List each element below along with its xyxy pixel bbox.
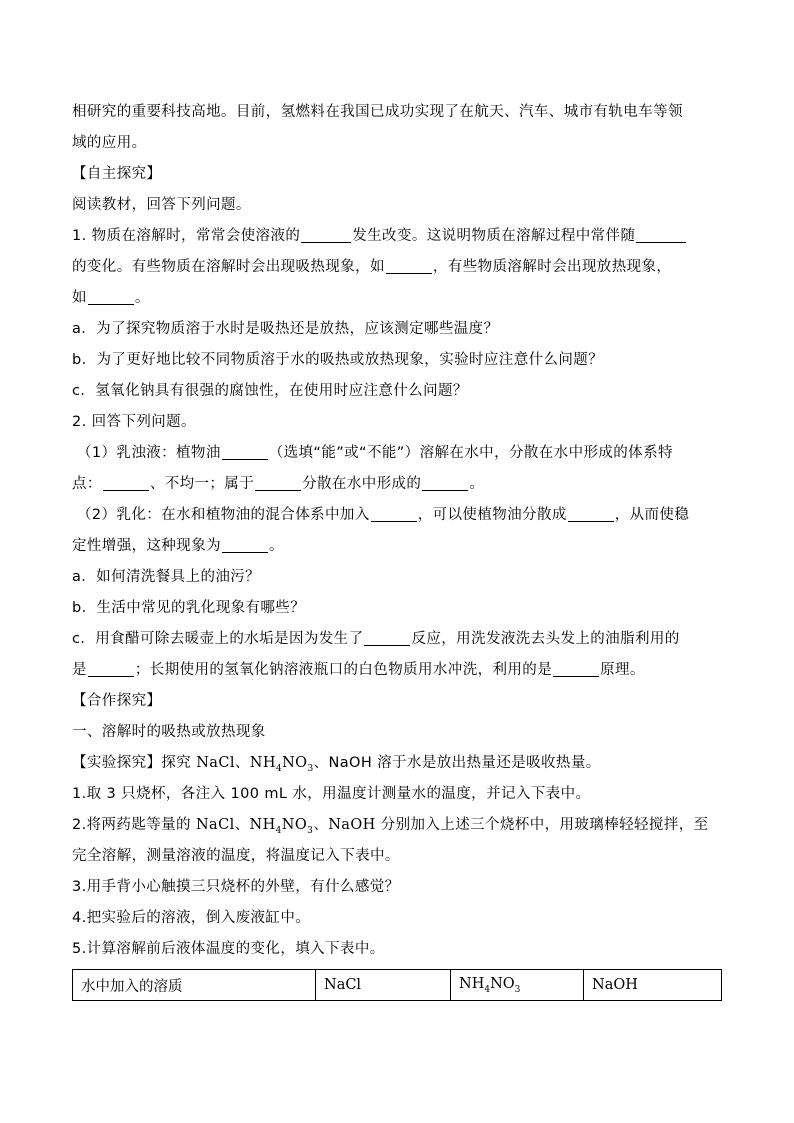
fill-blank[interactable] — [386, 257, 432, 274]
question-2a: a．如何清洗餐具上的油污？ — [72, 569, 261, 585]
fill-blank[interactable] — [88, 660, 134, 677]
fill-blank[interactable] — [301, 226, 351, 243]
section-heading-self-study: 【自主探究】 — [72, 166, 162, 182]
question-2-1-line-2: 点： 、不均一；属于 分散在水中形成的 。 — [72, 476, 485, 492]
fill-blank[interactable] — [636, 226, 686, 243]
question-2c-line-1: c．用食醋可除去暖壶上的水垢是因为发生了 反应，用洗发液洗去头发上的油脂利用的 — [72, 631, 680, 647]
fill-blank[interactable] — [553, 660, 599, 677]
document-body — [72, 97, 724, 965]
table-header-cell: $NH_4NO_3$ — [451, 970, 584, 1001]
question-2-2-line-1: （2）乳化：在水和植物油的混合体系中加入 ，可以使植物油分散成 ，从而使稳 — [77, 507, 690, 523]
step-3: 3.用手背小心触摸三只烧杯的外壁，有什么感觉？ — [72, 879, 400, 895]
question-1b: b．为了更好地比较不同物质溶于水的吸热或放热现象，实验时应注意什么问题？ — [72, 352, 604, 368]
question-2c-line-2: 是 ；长期使用的氢氧化钠溶液瓶口的白色物质用水冲洗，利用的是 原理。 — [72, 662, 645, 678]
subsection-heading: 一、溶解时的吸热或放热现象 — [72, 724, 266, 740]
step-5: 5.计算溶解前后液体温度的变化，填入下表中。 — [72, 941, 385, 957]
fill-blank[interactable] — [222, 536, 268, 553]
fill-blank[interactable] — [222, 443, 268, 460]
question-2-heading: 2. 回答下列问题。 — [72, 414, 196, 430]
question-2b: b．生活中常见的乳化现象有哪些？ — [72, 600, 306, 616]
fill-blank[interactable] — [255, 474, 301, 491]
fill-blank[interactable] — [422, 474, 468, 491]
table-header-cell: NaCl — [316, 970, 451, 1001]
fill-blank[interactable] — [364, 629, 410, 646]
question-2-1-line-1: （1）乳浊液：植物油 （选填“能”或“不能”）溶解在水中，分散在水中形成的体系特 — [77, 445, 673, 461]
question-2-2-line-2: 定性增强，这种现象为 。 — [72, 538, 284, 554]
step-4: 4.把实验后的溶液，倒入废液缸中。 — [72, 910, 311, 926]
question-1-line-3: 如 。 — [72, 290, 150, 306]
table-header-cell: 水中加入的溶质 — [73, 970, 316, 1001]
question-1a: a．为了探究物质溶于水时是吸热还是放热，应该测定哪些温度？ — [72, 321, 499, 337]
fill-blank[interactable] — [371, 505, 417, 522]
question-1c: c．氢氧化钠具有很强的腐蚀性，在使用时应注意什么问题？ — [72, 383, 468, 399]
section-heading-cooperative: 【合作探究】 — [72, 693, 162, 709]
fill-blank[interactable] — [103, 474, 149, 491]
step-2-line-1: 2.将两药匙等量的 NaCl、$NH_4NO_3$、NaOH 分别加入上述三个烧杯中，用玻璃棒轻轻搅拌，至 — [72, 817, 709, 836]
table-header-cell: NaOH — [584, 970, 722, 1001]
experiment-heading: 【实验探究】探究 NaCl、$NH_4NO_3$、NaOH 溶于水是放出热量还是吸收热量。 — [72, 755, 601, 774]
instruction-line: 阅读教材，回答下列问题。 — [72, 197, 251, 213]
question-1-line-2: 的变化。有些物质在溶解时会出现吸热现象，如 ，有些物质溶解时会出现放热现象， — [72, 259, 672, 275]
intro-line-2: 域的应用。 — [72, 135, 147, 151]
fill-blank[interactable] — [88, 288, 134, 305]
fill-blank[interactable] — [568, 505, 614, 522]
step-2-line-2: 完全溶解，测量溶液的温度，将温度记入下表中。 — [72, 848, 400, 864]
intro-line-1: 相研究的重要科技高地。目前，氢燃料在我国已成功实现了在航天、汽车、城市有轨电车等领 — [72, 104, 683, 120]
step-1: 1.取 3 只烧杯，各注入 100 mL 水，用温度计测量水的温度，并记入下表中。 — [72, 786, 591, 802]
results-table — [72, 969, 722, 1001]
table-row — [73, 970, 722, 1001]
question-1-line-1: 1. 物质在溶解时，常常会使溶液的 发生改变。这说明物质在溶解过程中常伴随 — [72, 221, 724, 252]
